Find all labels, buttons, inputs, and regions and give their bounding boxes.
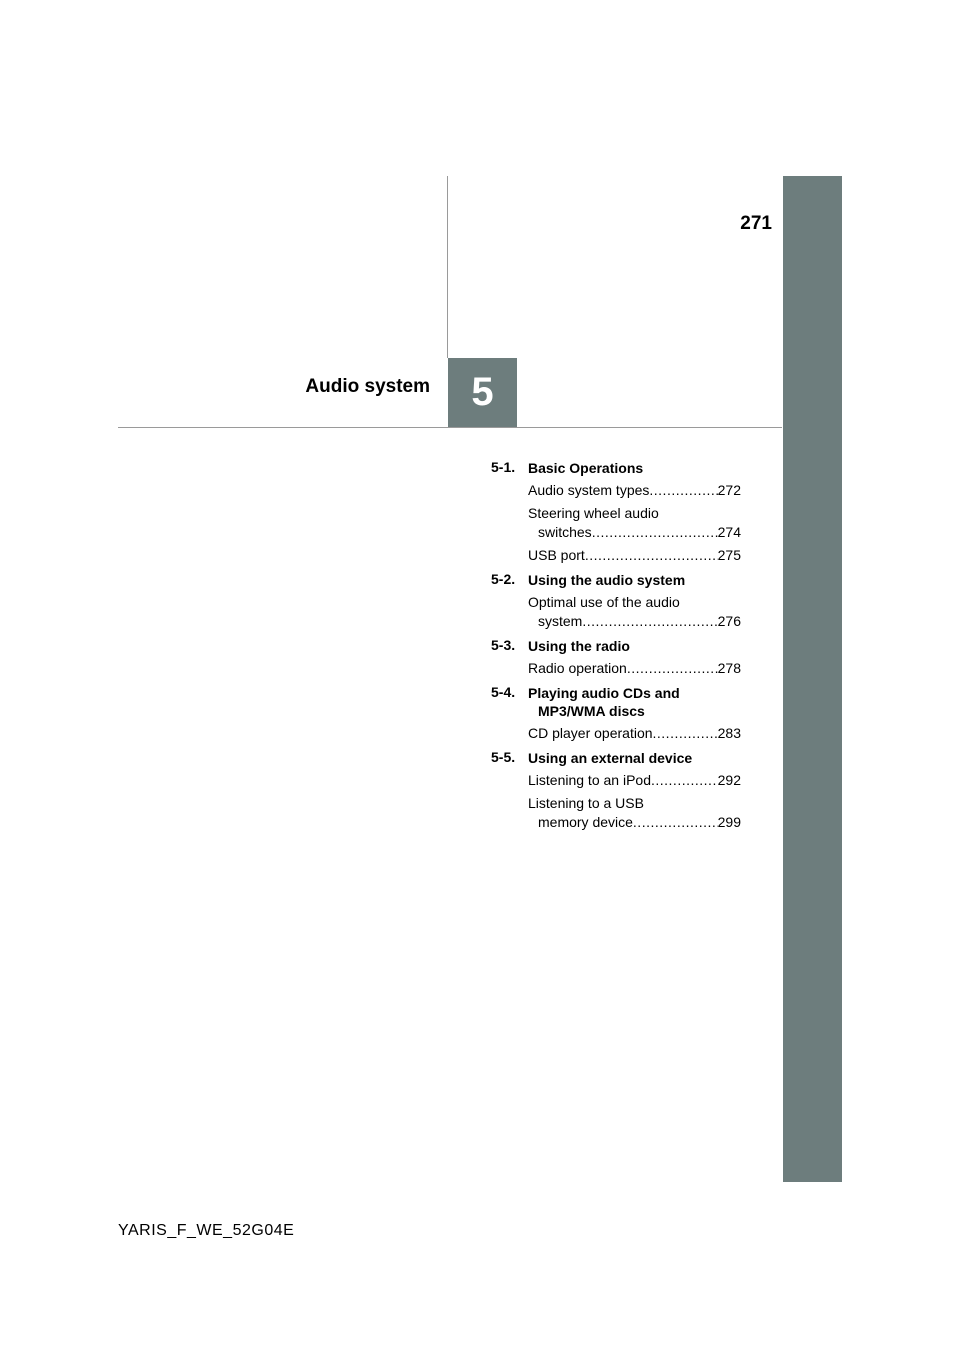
toc-entry-page: 292	[717, 772, 741, 788]
toc-section-number: 5-4.	[491, 684, 516, 700]
toc-entry[interactable]	[491, 546, 741, 565]
toc-entry-text: Radio operation	[528, 660, 627, 676]
toc-section	[491, 749, 741, 832]
toc-entry-text: Steering wheel audio	[528, 505, 659, 521]
dot-leader	[582, 612, 717, 631]
toc-entry-text: USB port	[528, 547, 585, 563]
toc-entry-text: Optimal use of the audio	[528, 594, 680, 610]
chapter-number-box	[448, 358, 517, 427]
toc-section	[491, 637, 741, 678]
toc-entry-text: Listening to a USB	[528, 795, 644, 811]
horizontal-divider	[118, 427, 782, 428]
toc-entry-text: CD player operation	[528, 725, 653, 741]
dot-leader	[653, 724, 718, 743]
toc-entry-text: Listening to an iPod	[528, 772, 651, 788]
vertical-divider	[447, 176, 448, 358]
toc-section	[491, 684, 741, 743]
toc-entry-text: Audio system types	[528, 482, 650, 498]
toc-section-number: 5-3.	[491, 637, 516, 653]
toc-entry-text: memory device	[538, 814, 633, 830]
chapter-side-tab	[783, 176, 842, 1182]
dot-leader	[592, 523, 718, 542]
toc-section-number: 5-1.	[491, 459, 516, 475]
page-number: 271	[740, 213, 772, 234]
toc-section-number: 5-2.	[491, 571, 516, 587]
toc-entry[interactable]	[491, 504, 741, 542]
toc-section-number: 5-5.	[491, 749, 516, 765]
toc-entry[interactable]	[491, 593, 741, 631]
toc-section-title	[491, 749, 741, 767]
document-code: YARIS_F_WE_52G04E	[118, 1222, 295, 1239]
toc-entry-text: switches	[538, 524, 592, 540]
toc-section-title-line: Playing audio CDs and	[528, 685, 680, 701]
toc-entry[interactable]	[491, 481, 741, 500]
toc-section	[491, 459, 741, 565]
toc-section-title-line: MP3/WMA discs	[538, 703, 645, 719]
toc-section-title-line: Using an external device	[528, 750, 693, 766]
toc-entry-page: 299	[717, 814, 741, 830]
toc-entry-page: 283	[717, 725, 741, 741]
toc-entry[interactable]	[491, 794, 741, 832]
toc-section-title	[491, 637, 741, 655]
toc-entry-page: 274	[717, 524, 741, 540]
toc-entry[interactable]	[491, 771, 741, 790]
toc-section-title-line: Basic Operations	[528, 460, 644, 476]
toc-section-title	[491, 459, 741, 477]
toc-entry-page: 278	[717, 660, 741, 676]
toc-section	[491, 571, 741, 631]
dot-leader	[633, 813, 718, 832]
dot-leader	[649, 481, 717, 500]
toc-section-title-line: Using the radio	[528, 638, 630, 654]
dot-leader	[627, 659, 718, 678]
dot-leader	[585, 546, 718, 565]
toc-entry[interactable]	[491, 724, 741, 743]
toc-section-title-line: Using the audio system	[528, 572, 686, 588]
chapter-number: 5	[471, 370, 494, 414]
dot-leader	[651, 771, 718, 790]
toc-entry-page: 272	[717, 482, 741, 498]
toc-entry-page: 275	[717, 547, 741, 563]
toc-section-title	[491, 571, 741, 589]
chapter-title: Audio system	[305, 376, 430, 397]
toc-entry[interactable]	[491, 659, 741, 678]
toc-entry-text: system	[538, 613, 583, 629]
table-of-contents	[491, 459, 741, 832]
toc-section-title	[491, 684, 741, 720]
toc-entry-page: 276	[717, 613, 741, 629]
